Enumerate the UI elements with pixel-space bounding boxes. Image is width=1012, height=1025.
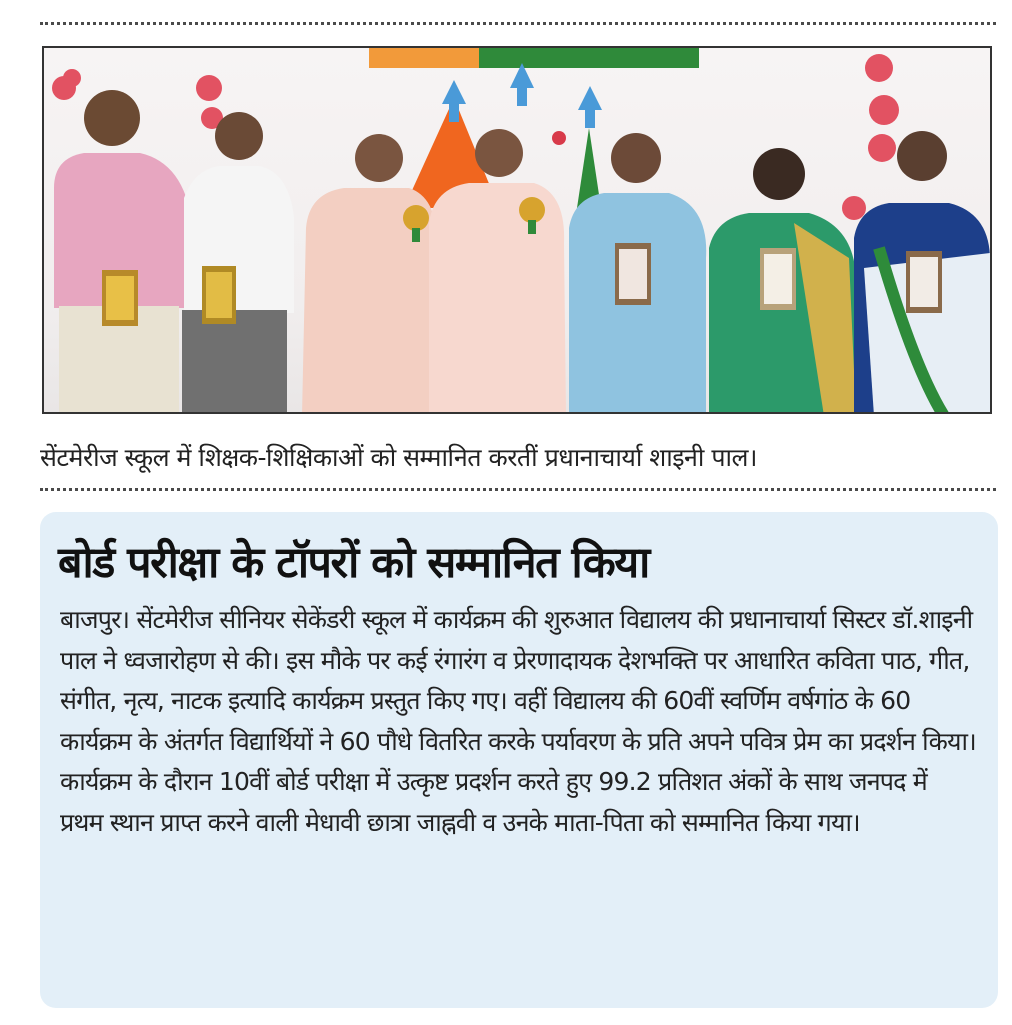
person-6 bbox=[709, 148, 856, 412]
top-divider bbox=[40, 0, 996, 25]
kite-decoration bbox=[442, 63, 602, 128]
news-photo bbox=[42, 46, 992, 414]
bottom-divider bbox=[40, 1013, 996, 1025]
photo-illustration bbox=[44, 48, 990, 412]
article-body: बाजपुर। सेंटमेरीज सीनियर सेकेंडरी स्कूल में कार्यक्रम की शुरुआत विद्यालय की प्रधानाचार्या सिस्टर डॉ.शाइनी पाल ने ध्वजारोहण से की। इस मौके पर कई रंगारंग व प्रेरणादायक देशभक्ति पर आधारित कविता पाठ, गीत, संगीत, नृत्य, नाटक इत्यादि कार्यक्रम प्रस्तुत किए गए। वहीं विद्यालय की 60वीं स्वर्णिम वर्षगांठ के 60 कार्यक्रम के अंतर्गत विद्यार्थियों ने 60 पौधे वितरित करके पर्यावरण के प्रति अपने पवित्र प्रेम का प्रदर्शन किया। कार्यक्रम के दौरान 10वीं बोर्ड परीक्षा में उत्कृष्ट प्रदर्शन करते हुए 99.2 प्रतिशत अंकों के साथ जनपद में प्रथम स्थान प्राप्त करने वाली मेधावी छात्रा जाह्नवी व उनके माता-पिता को सम्मानित किया गया। bbox=[60, 605, 976, 837]
caption-divider bbox=[40, 488, 996, 491]
person-1 bbox=[54, 90, 192, 412]
article-headline: बोर्ड परीक्षा के टॉपरों को सम्मानित किया bbox=[58, 538, 649, 588]
person-3 bbox=[302, 134, 439, 412]
person-7 bbox=[854, 131, 990, 412]
person-2 bbox=[182, 112, 294, 412]
news-article bbox=[40, 512, 998, 1008]
photo-caption: सेंटमेरीज स्कूल में शिक्षक-शिक्षिकाओं को सम्मानित करतीं प्रधानाचार्या शाइनी पाल। bbox=[40, 443, 757, 472]
